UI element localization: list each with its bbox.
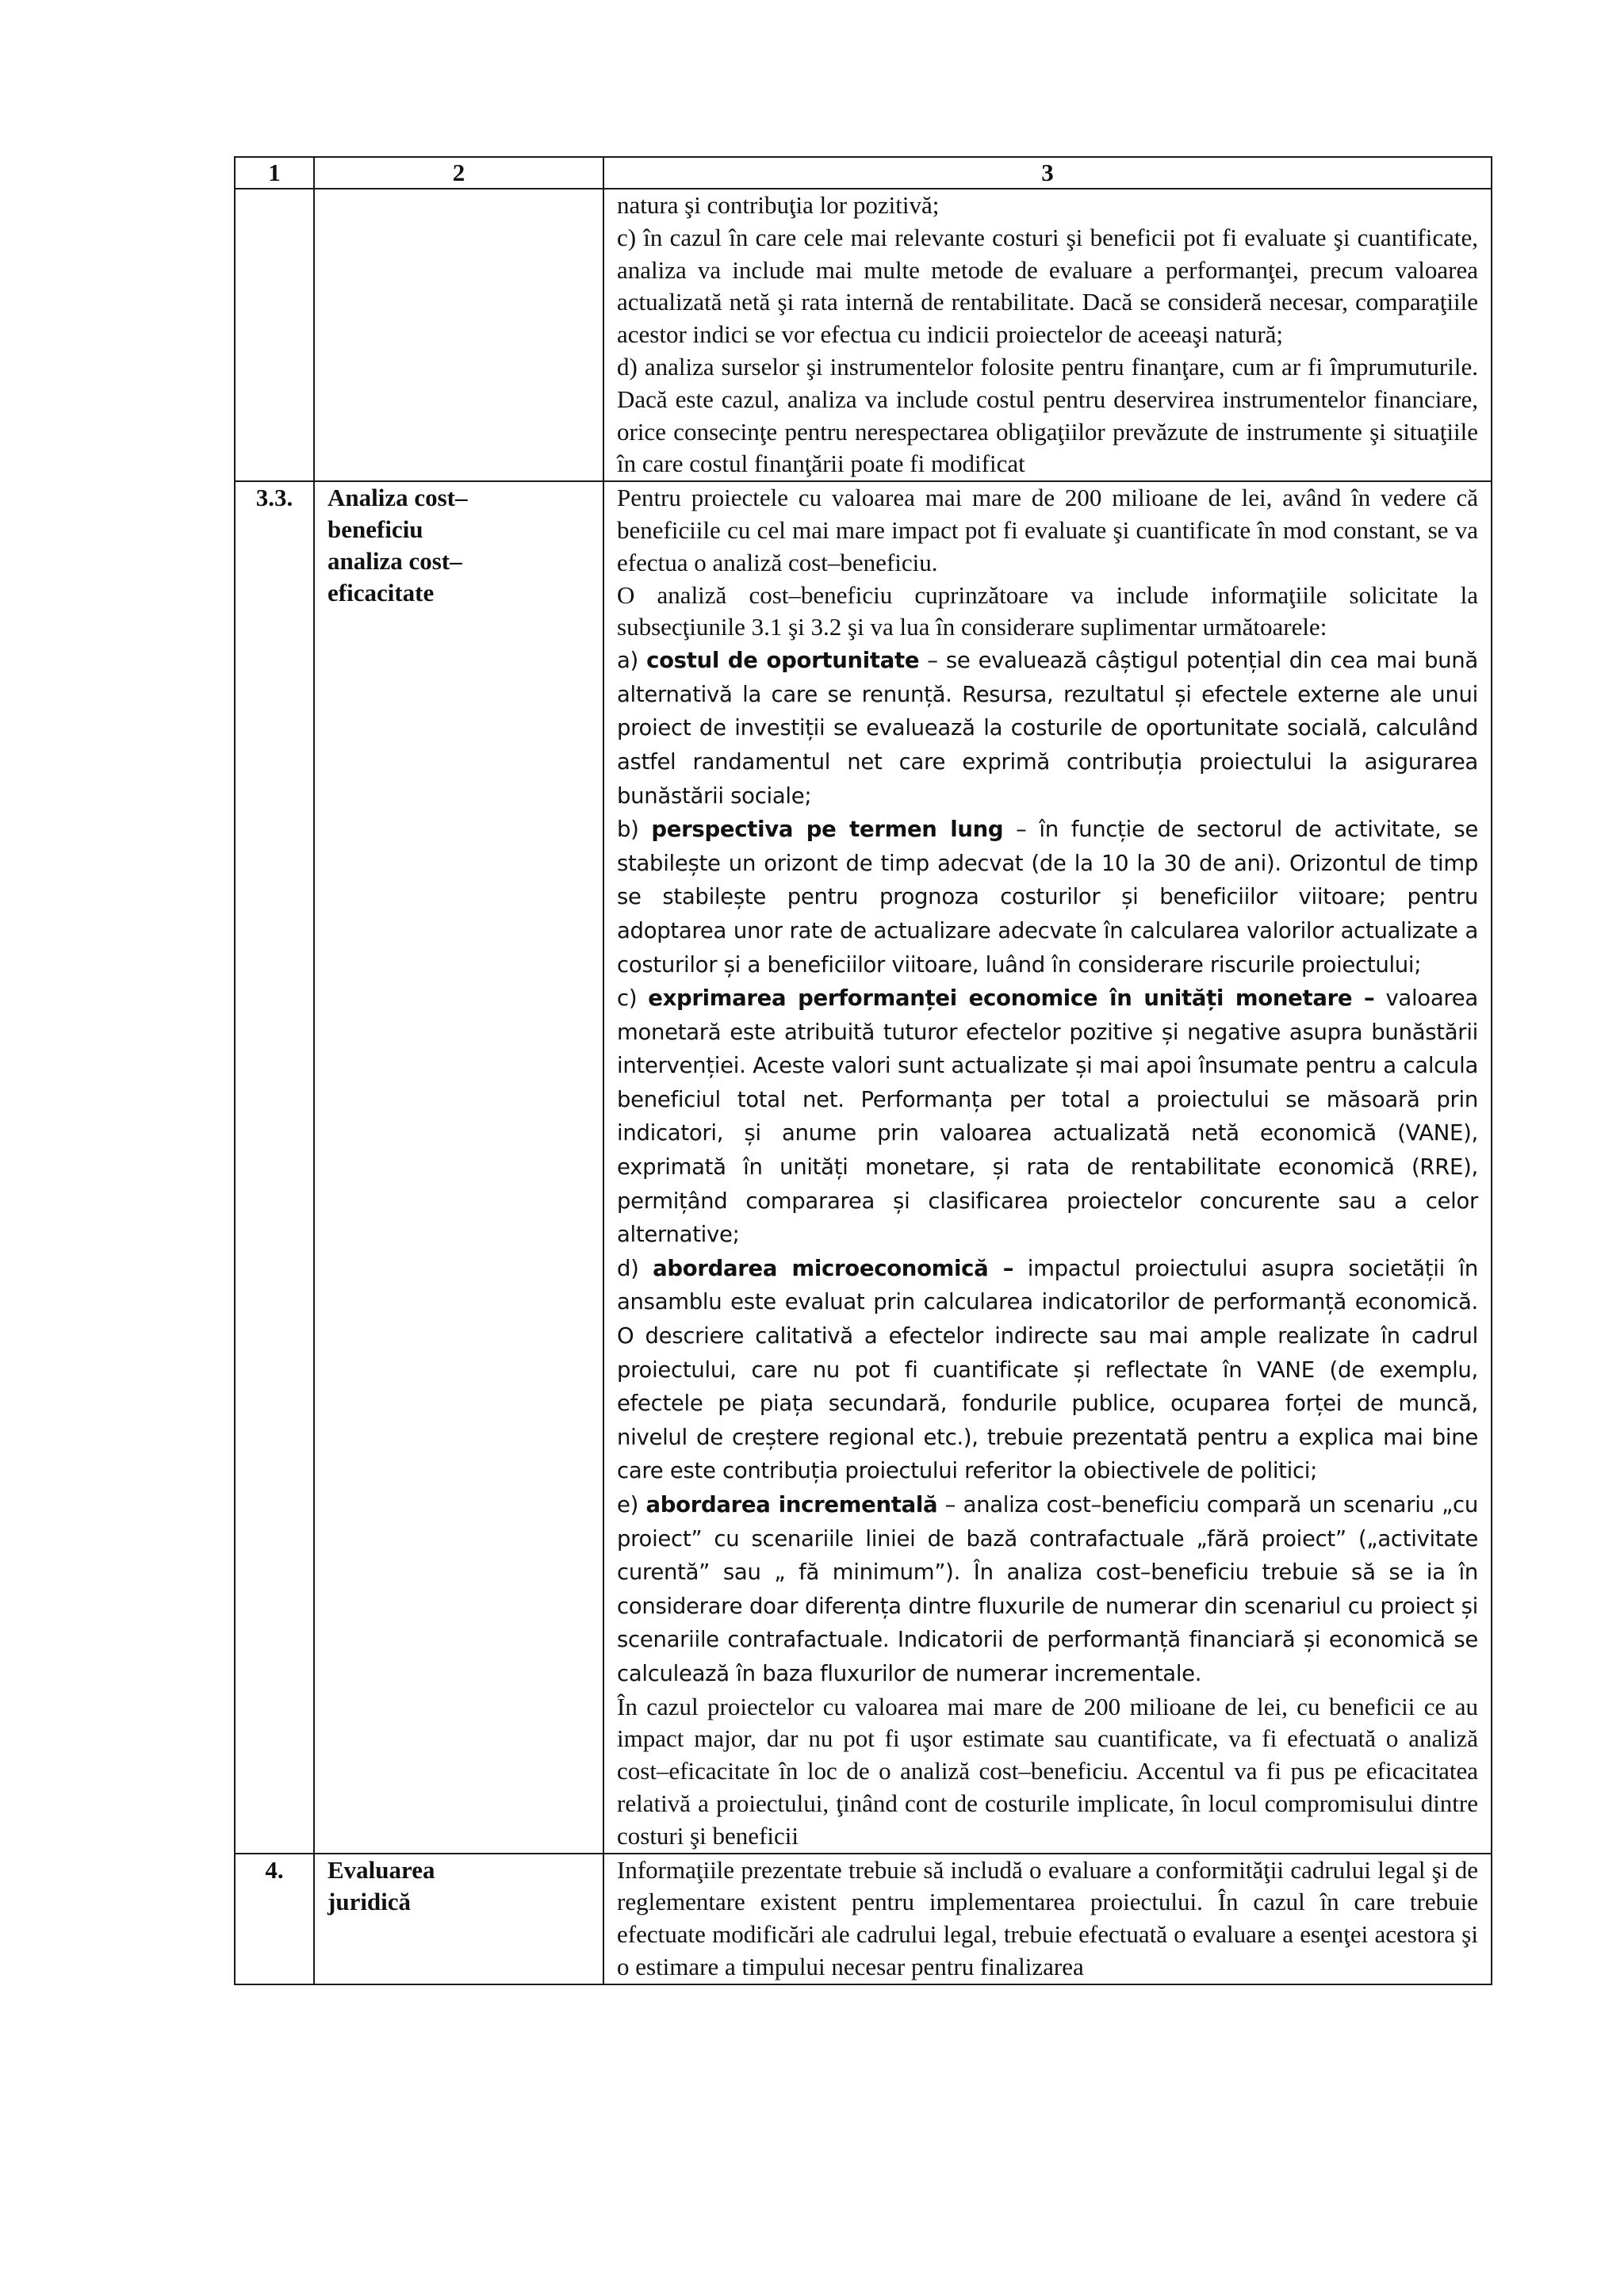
- item-separator: –: [919, 648, 946, 674]
- section-body: [603, 1854, 1492, 1984]
- item-separator: –: [1003, 817, 1040, 843]
- list-item: [617, 644, 1478, 813]
- section-title-line: Evaluarea: [327, 1855, 435, 1884]
- item-prefix: e): [617, 1492, 646, 1517]
- section-title-line: Analiza cost–: [327, 484, 468, 512]
- cell-continuation-text: [603, 189, 1492, 481]
- item-separator: –: [937, 1492, 963, 1517]
- intro-paragraph: Pentru proiectele cu valoarea mai mare de 200 milioane de lei, având în vedere că beneficiile cu cel mai mare impact pot fi evaluate şi cuantificate în mod constant, se va efectua o analiză cost–beneficiu.: [617, 484, 1478, 576]
- section-number: 3.3.: [235, 481, 314, 1853]
- item-text: impactul proiectului asupra societății în ansamblu este evaluat prin calcularea indicatorilor de performanță economică. O descriere calitativă a efectelor indirecte sau mai ample realizate în cadrul proiectului, care nu pot fi cuantificate și reflectate în VANE (de exemplu, efectele pe piața secundară, fondurile publice, ocuparea forței de muncă, nivelul de creștere regional etc.), trebuie prezentată pentru a explica mai bine care este contribuția proiectului referitor la obiectivele de politici;: [617, 1255, 1478, 1484]
- item-prefix: c): [617, 985, 649, 1012]
- section-number: 4.: [235, 1854, 314, 1984]
- section-title: [314, 481, 603, 1853]
- column-header-2: 2: [314, 157, 603, 189]
- section-title-line: analiza cost–: [327, 547, 462, 576]
- section-title-line: beneficiu: [327, 515, 423, 544]
- item-prefix: a): [617, 648, 647, 674]
- closing-block: [617, 1691, 1478, 1853]
- section-body: [603, 481, 1492, 1853]
- table-row-4: [235, 1854, 1492, 1984]
- item-text: analiza cost–beneficiu compară un scenariu „cu proiect” cu scenariile liniei de bază contrafactuale „fără proiect” („activitate curentă” sau „ fă minimum”). În analiza cost–beneficiu trebuie să se ia în considerare doar diferența dintre fluxurile de numerar din scenariul cu proiect și scenariile contrafactuale. Indicatorii de performanță financiară și economică se calculează în baza fluxurilor de numerar incrementale.: [617, 1492, 1478, 1686]
- item-term: abordarea incrementală: [645, 1492, 938, 1517]
- column-header-1: 1: [235, 157, 314, 189]
- list-item: [617, 1488, 1478, 1691]
- item-separator: [1013, 1256, 1028, 1281]
- column-header-3: 3: [603, 157, 1492, 189]
- paragraph-item-c: c) în cazul în care cele mai relevante costuri şi beneficii pot fi evaluate şi cuantificate, analiza va include mai multe metode de evaluare a performanţei, precum valoarea actualizată netă şi rata internă de rentabilitate. Dacă se consideră necesar, comparaţiile acestor indici se vor efectua cu indicii proiectelor de aceeaşi natură;: [617, 223, 1478, 349]
- list-item: [617, 813, 1478, 982]
- cell-empty-title: [314, 189, 603, 481]
- body-paragraph: Informaţiile prezentate trebuie să includă o evaluare a conformităţii cadrului legal şi de reglementare existent pentru implementarea proiectului. În cazul în care trebuie efectuate modificări ale cadrului legal, trebuie efectuată o evaluare a esenţei acestora şi o estimare a timpului necesar pentru finalizarea: [617, 1855, 1478, 1980]
- item-separator: [1374, 985, 1385, 1011]
- table-header-row: [235, 157, 1492, 189]
- item-prefix: d): [617, 1255, 653, 1281]
- table-row-3-3: [235, 481, 1492, 1853]
- list-item: [617, 982, 1478, 1252]
- closing-paragraph: În cazul proiectelor cu valoarea mai mare de 200 milioane de lei, cu beneficii ce au impact major, dar nu pot fi uşor estimate sau cuantificate, va fi efectuată o analiză cost–eficacitate în loc de o analiză cost–beneficiu. Accentul va fi pus pe eficacitatea relativă a proiectului, ţinând cont de costurile implicate, în locul compromisului dintre costuri şi beneficii: [617, 1692, 1478, 1850]
- section-title: [314, 1854, 603, 1984]
- requirements-table: [234, 156, 1492, 1985]
- item-text: valoarea monetară este atribuită tuturor efectelor pozitive și negative asupra bunăstării intervenției. Aceste valori sunt actualizate și mai apoi însumate pentru a calcula beneficiul total net. Performanța per total a proiectului se măsoară prin indicatori, și anume prin valoarea actualizată netă economică (VANE), exprimată în unități monetare, și rata de rentabilitate economică (RRE), permițând compararea și clasificarea proiectelor concurente sau a celor alternative;: [617, 985, 1478, 1248]
- table-row-continuation: [235, 189, 1492, 481]
- paragraph: natura şi contribuţia lor pozitivă;: [617, 191, 940, 219]
- list-item: [617, 1252, 1478, 1488]
- item-term: exprimarea performanței economice în unități monetare –: [648, 985, 1375, 1012]
- section-title-line: juridică: [327, 1887, 412, 1915]
- item-term: abordarea microeconomică –: [653, 1255, 1014, 1281]
- section-title-line: eficacitate: [327, 579, 435, 607]
- intro-paragraph: O analiză cost–beneficiu cuprinzătoare va include informaţiile solicitate la subsecţiunile 3.1 şi 3.2 şi va lua în considerare suplimentar următoarele:: [617, 580, 1478, 641]
- cell-empty-number: [235, 189, 314, 481]
- item-text: se evaluează câștigul potențial din cea mai bună alternativă la care se renunță. Resursa, rezultatul și efectele externe ale unui proiect de investiții se evaluează la costurile de oportunitate socială, calculând astfel randamentul net care exprimă contribuția proiectului la asigurarea bunăstării sociale;: [617, 648, 1478, 809]
- items-block: [617, 644, 1478, 1690]
- item-text: în funcție de sectorul de activitate, se stabilește un orizont de timp adecvat (de la 10 la 30 de ani). Orizontul de timp se stabilește pentru prognoza costurilor și beneficiilor viitoare; pentru adoptarea unor rate de actualizare adecvate în calcularea valorilor actualizate a costurilor și a beneficiilor viitoare, luând în considerare riscurile proiectului;: [617, 817, 1478, 978]
- item-prefix: b): [617, 817, 652, 843]
- paragraph-item-d: d) analiza surselor şi instrumentelor folosite pentru finanţare, cum ar fi împrumuturile. Dacă este cazul, analiza va include costul pentru deservirea instrumentelor financiare, orice consecinţe pentru nerespectarea obligaţiilor prevăzute de instrumente şi situaţiile în care costul finanţării poate fi modificat: [617, 352, 1478, 478]
- intro-block: [617, 482, 1478, 644]
- item-term: costul de oportunitate: [646, 648, 920, 674]
- item-term: perspectiva pe termen lung: [651, 817, 1004, 843]
